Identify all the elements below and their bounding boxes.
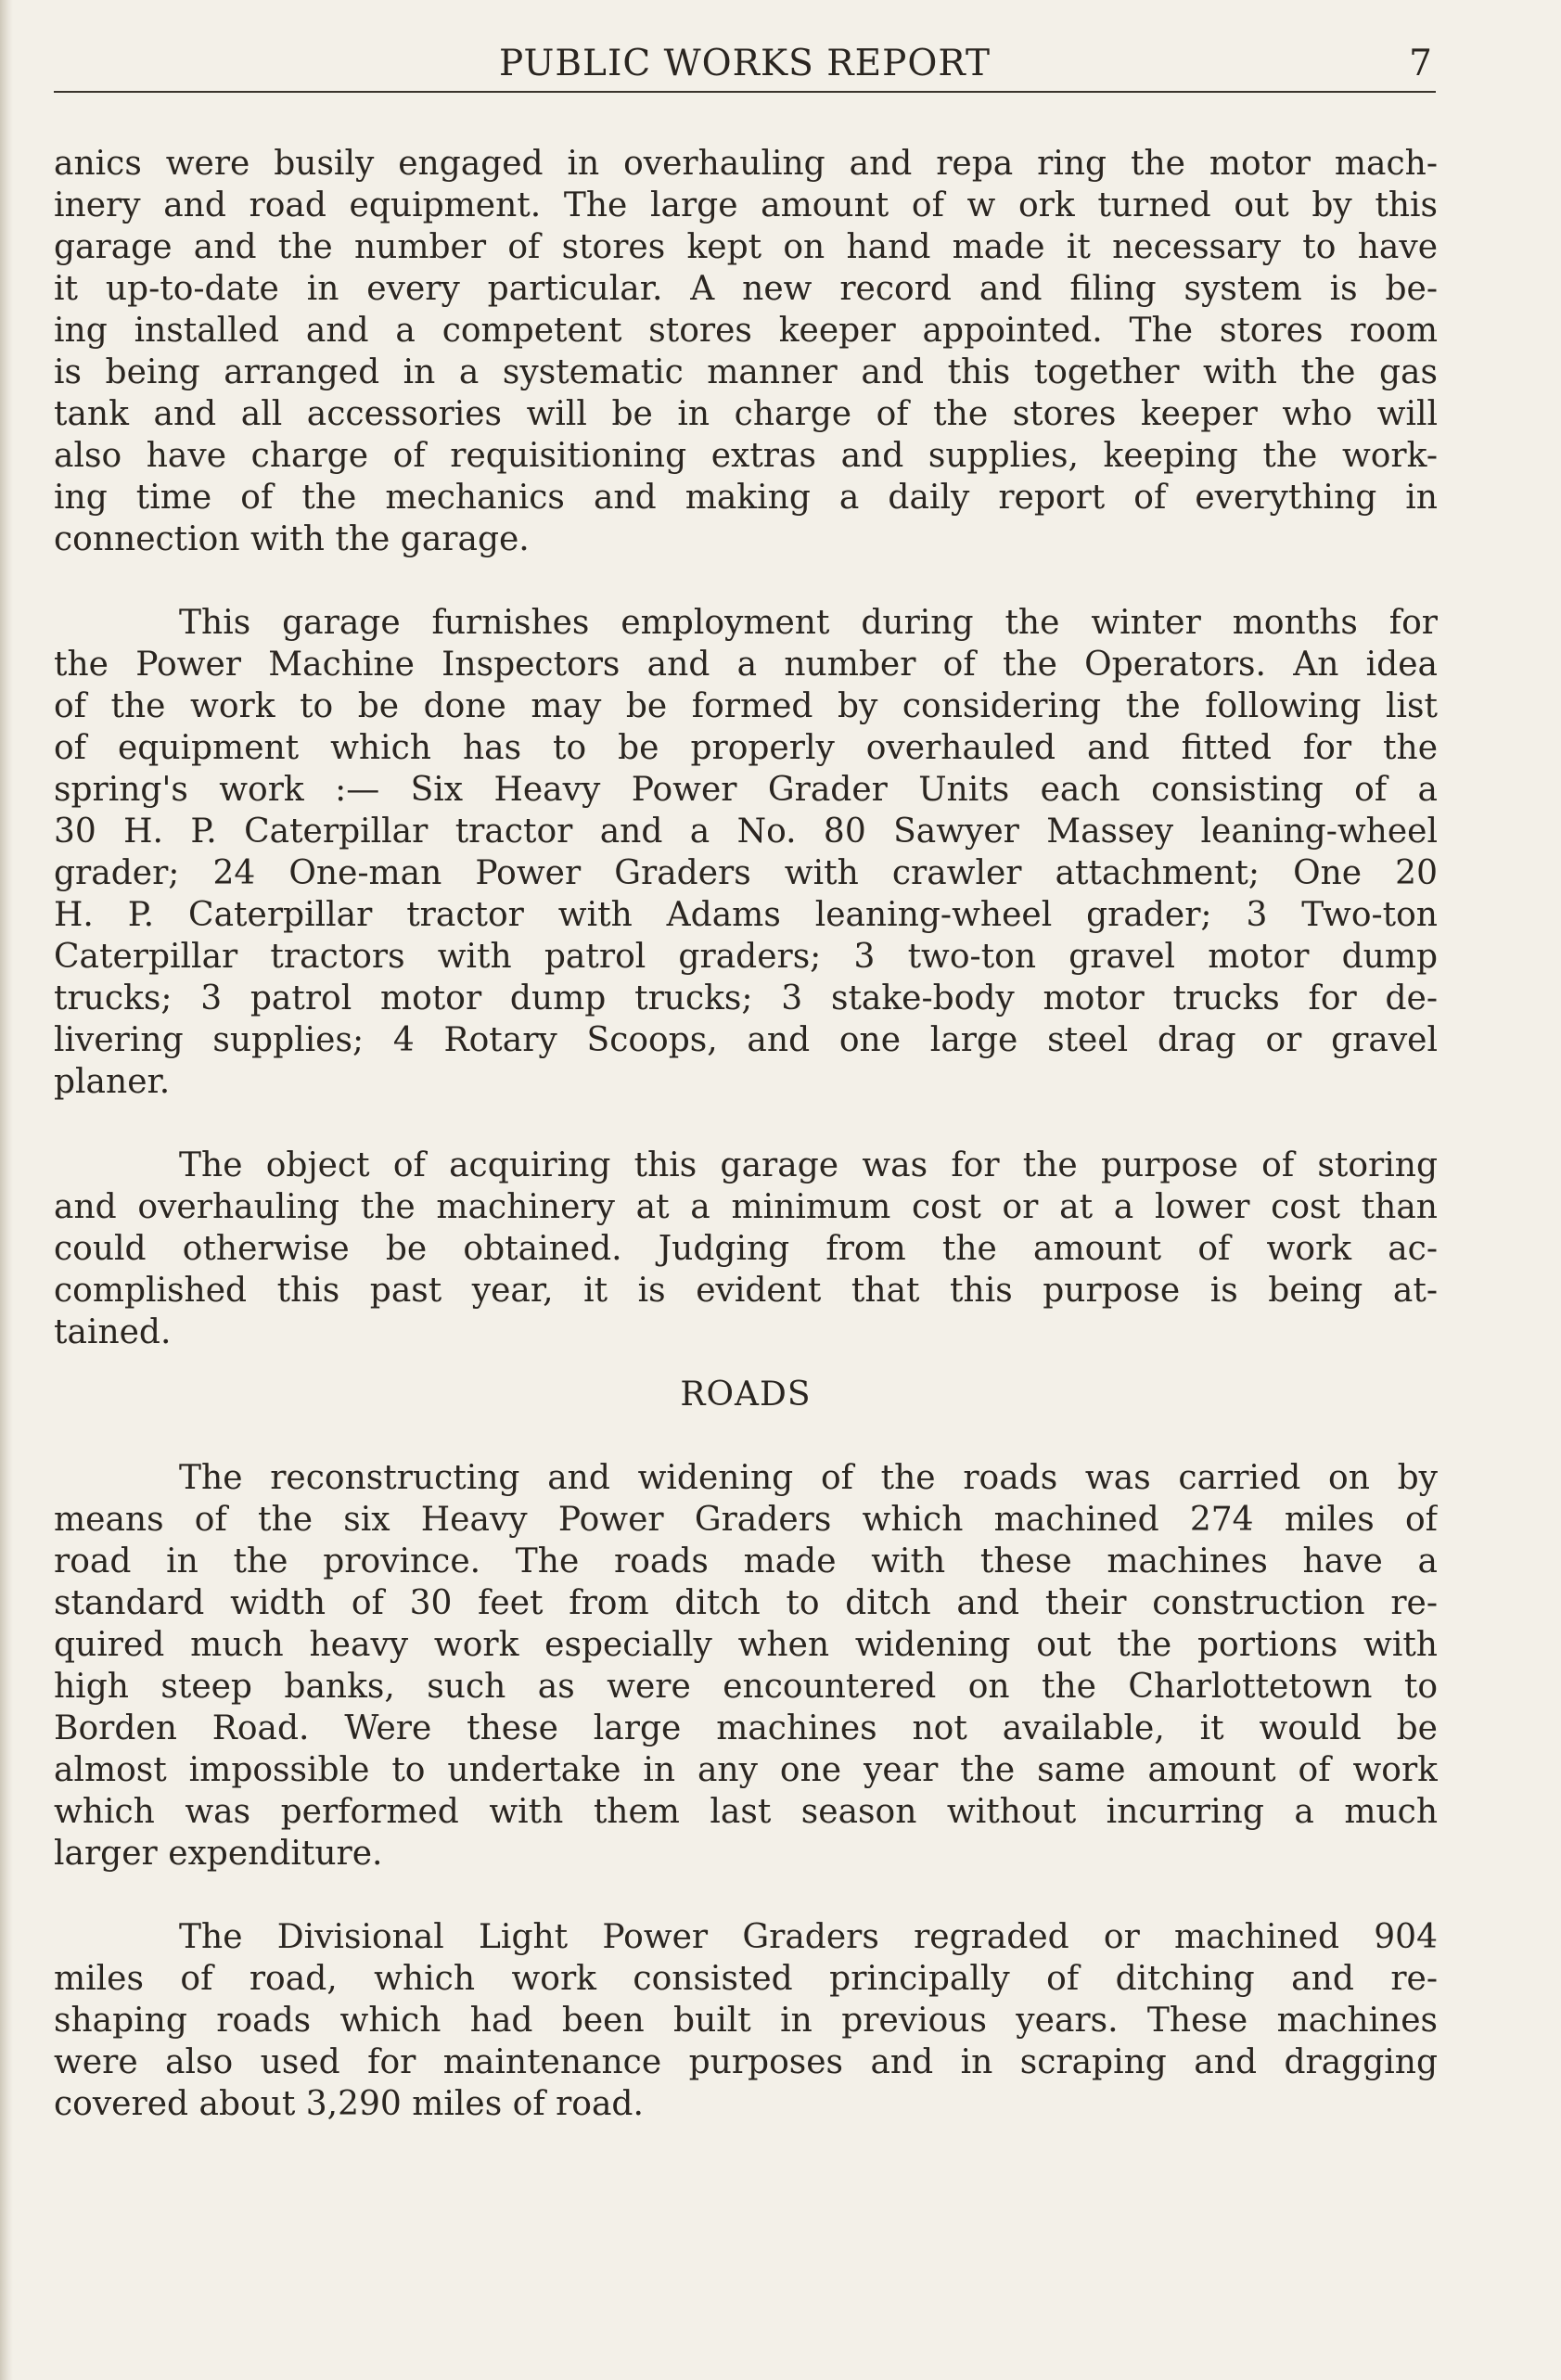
text-line: tank and all accessories will be in charge of the stores keeper who will [54, 395, 1438, 433]
paragraph [54, 1457, 1438, 1875]
text-line: shaping roads which had been built in previous years. These machines [54, 2002, 1438, 2040]
text-line: of equipment which has to be properly overhauled and fitted for the [54, 729, 1438, 767]
paragraph-gap [54, 560, 1438, 602]
text-line: covered about 3,290 miles of road. [54, 2085, 644, 2123]
text-line: inery and road equipment. The large amount of w ork turned out by this [54, 186, 1438, 224]
text-line: quired much heavy work especially when widening out the portions with [54, 1626, 1438, 1664]
text-line: This garage furnishes employment during the winter months for [179, 604, 1438, 642]
text-line: road in the province. The roads made with these machines have a [54, 1542, 1438, 1580]
text-line: grader; 24 One-man Power Graders with crawler attachment; One 20 [54, 854, 1438, 892]
text-line: could otherwise be obtained. Judging from the amount of work ac- [54, 1230, 1438, 1268]
text-line: anics were busily engaged in overhauling and repa ring the motor mach- [54, 145, 1438, 183]
page-number: 7 [1409, 43, 1432, 84]
text-line: also have charge of requisitioning extras and supplies, keeping the work- [54, 437, 1438, 475]
text-line: connection with the garage. [54, 520, 530, 558]
paragraph [54, 1145, 1438, 1353]
paragraph [54, 602, 1438, 1103]
text-line: The object of acquiring this garage was for the purpose of storing [179, 1146, 1438, 1184]
text-line: ing time of the mechanics and making a daily report of everything in [54, 479, 1438, 517]
text-line: ing installed and a competent stores keeper appointed. The stores room [54, 312, 1438, 350]
text-line: tained. [54, 1313, 172, 1351]
text-line: The reconstructing and widening of the roads was carried on by [179, 1459, 1438, 1497]
text-line: livering supplies; 4 Rotary Scoops, and one large steel drag or gravel [54, 1021, 1438, 1059]
text-line: Caterpillar tractors with patrol graders; 3 two-ton gravel motor dump [54, 938, 1438, 976]
text-line: it up-to-date in every particular. A new record and filing system is be- [54, 270, 1438, 308]
text-line: trucks; 3 patrol motor dump trucks; 3 stake-body motor trucks for de- [54, 979, 1438, 1017]
paragraph [54, 143, 1438, 560]
paragraph-gap [54, 1875, 1438, 1916]
text-line: The Divisional Light Power Graders regraded or machined 904 [179, 1918, 1438, 1956]
page-binding-edge [0, 0, 13, 2380]
text-line: H. P. Caterpillar tractor with Adams leaning-wheel grader; 3 Two-ton [54, 896, 1438, 934]
text-line: standard width of 30 feet from ditch to ditch and their construction re- [54, 1584, 1438, 1622]
paragraph [54, 1916, 1438, 2125]
section-heading-roads: ROADS [680, 1376, 812, 1414]
running-title: PUBLIC WORKS REPORT [498, 43, 992, 84]
text-line: 30 H. P. Caterpillar tractor and a No. 80 Sawyer Massey leaning-wheel [54, 813, 1438, 851]
text-line: were also used for maintenance purposes and in scraping and dragging [54, 2043, 1438, 2081]
text-line: garage and the number of stores kept on hand made it necessary to have [54, 228, 1438, 266]
page-header [54, 39, 1436, 93]
text-line: and overhauling the machinery at a minimum cost or at a lower cost than [54, 1188, 1438, 1226]
text-line: of the work to be done may be formed by considering the following list [54, 687, 1438, 725]
roads-section [54, 1457, 1438, 2125]
text-line: is being arranged in a systematic manner and this together with the gas [54, 353, 1438, 391]
text-line: almost impossible to undertake in any one year the same amount of work [54, 1751, 1438, 1789]
text-line: which was performed with them last season without incurring a much [54, 1793, 1438, 1831]
text-line: miles of road, which work consisted principally of ditching and re- [54, 1960, 1438, 1998]
text-line: the Power Machine Inspectors and a number of the Operators. An idea [54, 646, 1438, 684]
text-line: planer. [54, 1063, 171, 1101]
text-line: Borden Road. Were these large machines not available, it would be [54, 1709, 1438, 1747]
text-line: complished this past year, it is evident that this purpose is being at- [54, 1272, 1438, 1310]
text-line: high steep banks, such as were encountered on the Charlottetown to [54, 1668, 1438, 1706]
text-line: larger expenditure. [54, 1835, 383, 1873]
paragraph-gap [54, 1103, 1438, 1145]
garage-section [54, 143, 1438, 1353]
body-text [54, 143, 1438, 2125]
text-line: spring's work :— Six Heavy Power Grader Units each consisting of a [54, 771, 1438, 809]
text-line: means of the six Heavy Power Graders which machined 274 miles of [54, 1501, 1438, 1539]
